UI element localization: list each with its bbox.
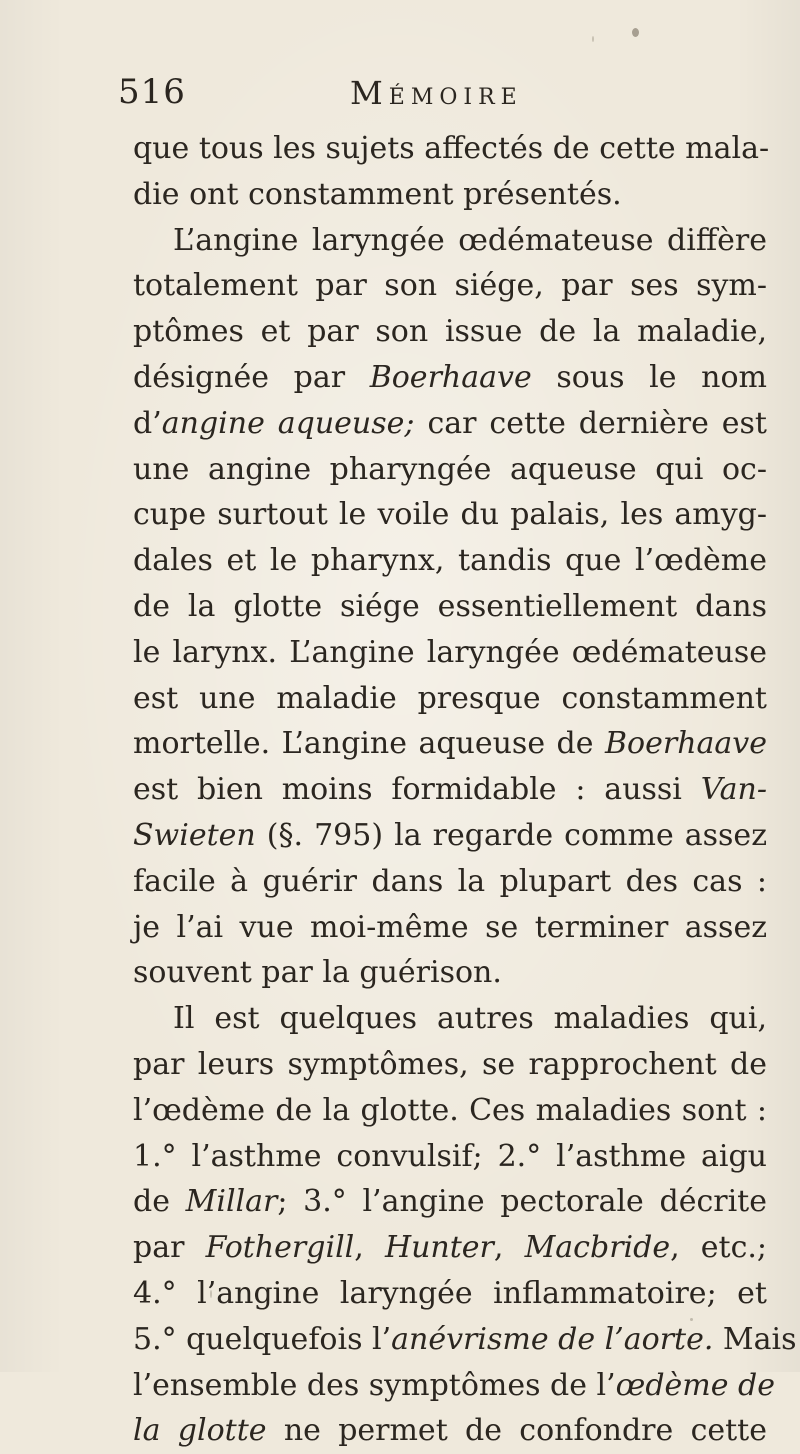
italic-segment: Hunter <box>384 1230 494 1266</box>
italic-segment: Macbride <box>524 1230 671 1266</box>
paper-speck <box>592 36 594 42</box>
text-segment: L’angine laryngée œdémateuse diffère <box>173 222 767 258</box>
text-line <box>133 676 767 722</box>
text-segment: est bien moins formidable : aussi <box>133 772 701 808</box>
text-line <box>133 721 767 767</box>
italic-segment: angine aqueuse; <box>161 405 415 441</box>
italic-segment: Boerhaave <box>369 359 532 395</box>
text-line <box>133 1179 767 1225</box>
text-segment: , <box>493 1230 525 1266</box>
italic-segment: Millar <box>185 1184 278 1220</box>
text-line <box>133 263 767 309</box>
text-segment: sous le nom <box>531 359 767 395</box>
text-line <box>133 1408 767 1454</box>
text-line <box>133 996 767 1042</box>
text-segment: totalement par son siége, par ses sym- <box>133 268 767 304</box>
text-line <box>133 309 767 355</box>
text-segment: mortelle. L’angine aqueuse de <box>133 726 605 762</box>
text-segment: que tous les sujets affectés de cette mala- <box>133 131 770 166</box>
italic-segment: Van- <box>700 772 767 808</box>
text-line <box>133 1271 767 1317</box>
text-segment: Il est quelques autres maladies qui, <box>173 1001 767 1037</box>
text-segment: le larynx. L’angine laryngée œdémateuse <box>133 634 767 670</box>
text-line <box>133 1088 767 1134</box>
text-line <box>133 492 767 538</box>
paper-speck <box>210 1290 212 1298</box>
text-segment: ne permet de confondre cette <box>266 1413 767 1449</box>
text-line <box>133 813 767 859</box>
text-line <box>133 1225 767 1271</box>
italic-segment: Swieten <box>133 817 256 853</box>
text-segment: d’ <box>133 405 162 441</box>
text-line <box>133 538 767 584</box>
text-line <box>133 126 770 172</box>
text-line <box>133 401 767 447</box>
text-line <box>133 172 767 218</box>
text-segment: l’ensemble des symptômes de l’ <box>133 1367 616 1403</box>
text-segment: cupe surtout le voile du palais, les amyg- <box>133 497 767 533</box>
text-segment: souvent par la guérison. <box>133 955 502 991</box>
text-line <box>133 950 767 996</box>
italic-segment: la glotte <box>133 1413 267 1449</box>
running-head: Mémoire <box>350 74 523 112</box>
text-line <box>133 355 767 401</box>
text-segment: une angine pharyngée aqueuse qui oc- <box>133 451 767 487</box>
text-segment: car cette dernière est <box>414 405 767 441</box>
text-segment: dales et le pharynx, tandis que l’œdème <box>133 543 767 579</box>
text-segment: ptômes et par son issue de la maladie, <box>133 314 767 350</box>
text-line <box>133 447 767 493</box>
text-segment: par <box>133 1230 206 1266</box>
text-segment: ; 3.° l’angine pectorale décrite <box>277 1184 767 1220</box>
text-line <box>133 630 767 676</box>
text-segment: Mais <box>713 1321 797 1357</box>
text-segment: , <box>354 1230 385 1266</box>
body-text <box>133 126 797 1454</box>
page-number: 516 <box>118 72 186 112</box>
text-segment: par leurs symptômes, se rapprochent de <box>133 1046 767 1082</box>
text-segment: 5.° quelquefois l’ <box>133 1321 392 1357</box>
text-line <box>133 1317 797 1363</box>
paper-speck <box>690 1318 693 1321</box>
text-segment: désignée par <box>133 359 370 395</box>
text-line <box>133 218 767 264</box>
text-segment: 4.° l’angine laryngée inflammatoire; et <box>133 1275 767 1311</box>
text-line <box>133 1134 767 1180</box>
italic-segment: anévrisme de l’aorte. <box>391 1321 714 1357</box>
text-segment: 1.° l’asthme convulsif; 2.° l’asthme aigu <box>133 1138 767 1174</box>
italic-segment: Fothergill <box>205 1230 355 1266</box>
text-segment: l’œdème de la glotte. Ces maladies sont : <box>133 1092 767 1128</box>
text-line <box>133 905 767 951</box>
text-segment: facile à guérir dans la plupart des cas : <box>133 863 767 899</box>
text-segment: de la glotte siége essentiellement dans <box>133 588 767 624</box>
text-segment: de <box>133 1184 186 1220</box>
paper-speck <box>632 28 639 37</box>
text-segment: est une maladie presque constamment <box>133 680 767 716</box>
text-segment: je l’ai vue moi-même se terminer assez <box>133 909 767 945</box>
text-segment: (§. 795) la regarde comme assez <box>255 817 767 853</box>
text-segment: , etc.; <box>670 1230 768 1266</box>
italic-segment: œdème de <box>615 1367 775 1403</box>
page-header <box>118 72 778 122</box>
text-segment: die ont constamment présentés. <box>133 176 622 212</box>
text-line <box>133 1363 775 1409</box>
italic-segment: Boerhaave <box>605 726 767 762</box>
text-line <box>133 767 767 813</box>
text-line <box>133 859 767 905</box>
text-line <box>133 584 767 630</box>
text-line <box>133 1042 767 1088</box>
